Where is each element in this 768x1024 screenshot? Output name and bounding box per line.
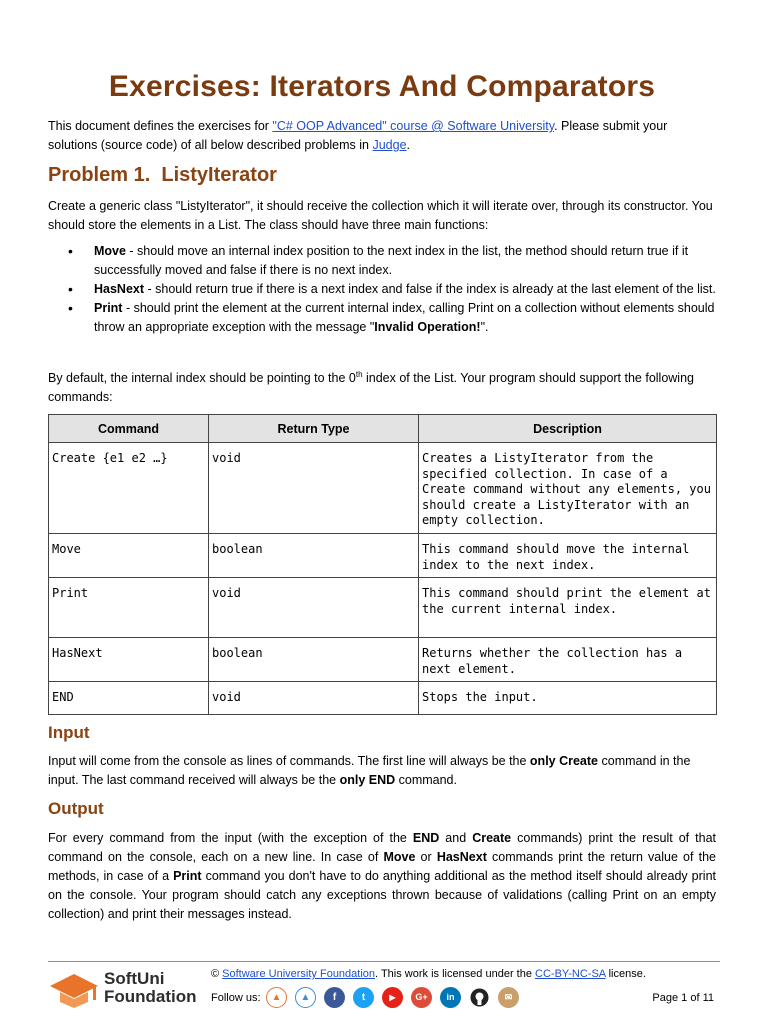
default-index-paragraph: By default, the internal index should be pointing to the 0th index of the List. Your program should support the following commands:: [48, 369, 694, 404]
column-header: Return Type: [209, 415, 419, 443]
output-paragraph: For every command from the input (with the exception of the END and Create commands) print the result of that command on the console, each on a new line. In case of Move or HasNext commands print the return value of the methods, in case of a Print command you don't have to do anything additional as the method itself should already print on the console. Your program should catch any exceptions thrown because of validations (calling Print on an empty collection) and print their messages instead.: [48, 831, 717, 921]
softuni-icon[interactable]: ▲: [266, 987, 287, 1008]
follow-us-label: Follow us:: [211, 992, 261, 1004]
command-cell: Print: [49, 578, 209, 638]
table-row: [49, 682, 717, 715]
copyright-notice: © Software University Foundation. This work is licensed under the CC-BY-NC-SA license.: [211, 968, 646, 980]
list-item: • Move - should move an internal index position to the next index in the list, the method should return true if it successfully moved and false if there is no next index.: [48, 242, 716, 280]
table-row: [49, 534, 717, 578]
table-row: [49, 443, 717, 534]
footer-divider: [48, 961, 720, 962]
page-number: Page 1 of 11: [652, 992, 714, 1004]
facebook-icon[interactable]: f: [324, 987, 345, 1008]
table-header-row: [49, 415, 717, 443]
foundation-link[interactable]: Software University Foundation: [222, 968, 376, 980]
youtube-icon[interactable]: ▶: [382, 987, 403, 1008]
list-item: • HasNext - should return true if there is a next index and false if the index is already at the last element of the list.: [48, 280, 716, 299]
type-cell: boolean: [209, 638, 419, 682]
table-row: [49, 638, 717, 682]
page-title: Exercises: Iterators And Comparators: [108, 70, 656, 103]
license-link[interactable]: CC-BY-NC-SA: [535, 968, 606, 980]
list-item: • Print - should print the element at the current internal index, calling Print on a collection without elements should throw an appropriate exception with the message "Invalid Operation!".: [48, 299, 716, 337]
commands-table: [48, 414, 717, 715]
column-header: Command: [49, 415, 209, 443]
softuni-foundation-icon[interactable]: ▲: [295, 987, 316, 1008]
type-cell: void: [209, 578, 419, 638]
google-plus-icon[interactable]: G+: [411, 987, 432, 1008]
intro-paragraph: This document defines the exercises for "C# OOP Advanced" course @ Software University. Please submit your solutions (source code) of all below described problems in Judge.: [48, 119, 668, 152]
command-cell: END: [49, 682, 209, 715]
description-cell: This command should move the internal index to the next index.: [419, 534, 717, 578]
course-link[interactable]: "C# OOP Advanced" course @ Software University: [272, 119, 555, 133]
type-cell: void: [209, 682, 419, 715]
linkedin-icon[interactable]: in: [440, 987, 461, 1008]
twitter-icon[interactable]: t: [353, 987, 374, 1008]
logo-text: SoftUni Foundation: [104, 969, 197, 1006]
command-cell: Move: [49, 534, 209, 578]
command-cell: HasNext: [49, 638, 209, 682]
description-cell: Creates a ListyIterator from the specified collection. In case of a Create command without any elements, you should create a ListyIterator with an empty collection.: [419, 443, 717, 534]
problem-description: Create a generic class "ListyIterator", it should receive the collection which it will iterate over, through its constructor. You should store the elements in a List. The class should have three main functions:: [48, 199, 713, 232]
column-header: Description: [419, 415, 717, 443]
description-cell: Returns whether the collection has a next element.: [419, 638, 717, 682]
input-heading: Input: [48, 723, 90, 742]
graduation-cap-icon: [48, 970, 100, 1010]
type-cell: void: [209, 443, 419, 534]
description-cell: Stops the input.: [419, 682, 717, 715]
type-cell: boolean: [209, 534, 419, 578]
github-icon[interactable]: [469, 987, 490, 1008]
judge-link[interactable]: Judge: [372, 138, 407, 152]
functions-list: [48, 242, 716, 337]
description-cell: This command should print the element at the current internal index.: [419, 578, 717, 638]
problem-heading: Problem 1. ListyIterator: [48, 164, 277, 186]
email-icon[interactable]: ✉: [498, 987, 519, 1008]
command-cell: Create {e1 e2 …}: [49, 443, 209, 534]
input-paragraph: Input will come from the console as lines of commands. The first line will always be the only Create command in the input. The last command received will always be the only END command.: [48, 754, 691, 787]
output-heading: Output: [48, 799, 104, 818]
table-row: [49, 578, 717, 638]
